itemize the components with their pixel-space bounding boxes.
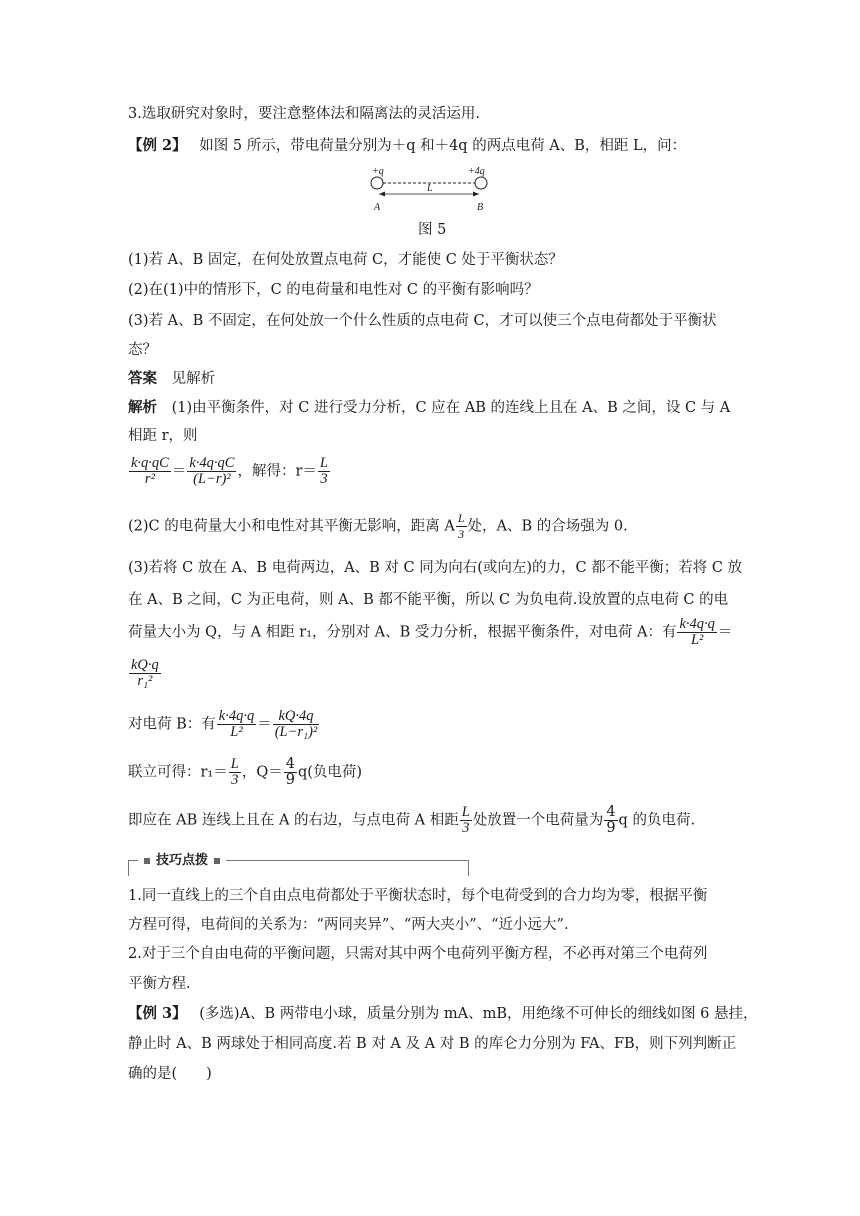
answer-line [128, 369, 215, 389]
fraction-4-9-a: $\frac{4}{9}$ [285, 756, 295, 788]
on-charge-b-line: 对电荷 B：有 $\frac{k\cdot 4q\cdot q}{\text{L²}}$ ＝ $\frac{kQ\cdot 4q}{\text{(L−r₁)²}}$ [128, 708, 318, 740]
equation-1: $\frac{k\cdot q\cdot qC}{\text{r²}}$ ＝ $\frac{k\cdot 4q\cdot qC}{\text{(L−r)²}}$ ，解得：r＝ $\frac{L}{3}$ [131, 455, 328, 487]
question-3-line2: 态？ [128, 342, 157, 358]
analysis-line-3d [128, 658, 162, 689]
label-L: L [427, 183, 433, 194]
fraction-L3-b: $\frac{L}{3}$ [461, 804, 470, 836]
answer-text: 见解析 [171, 371, 216, 387]
solve-text: ，解得：r＝ [237, 463, 317, 480]
example-2-label: 【例 2】 [128, 137, 187, 154]
example-3-line1 [128, 1004, 757, 1024]
analysis-line-3b: 在 A、B 之间，C 为正电荷，则 A、B 都不能平衡，所以 C 为负电荷.设放置的点电荷 C 的电 [128, 592, 729, 608]
fraction-r1: $\frac{L}{3}$ [230, 756, 239, 788]
analysis-line-3a: (3)若将 C 放在 A、B 电荷两边，A、B 对 C 同为向右(或向左)的力，C 都不能平衡；若将 C 放 [128, 560, 743, 576]
conclusion-line: 即应在 AB 连线上且在 A 的右边，与点电荷 A 相距 $\frac{L}{3}$ 处放置一个电荷量为 $\frac{4}{9}$ q 的负电荷. [128, 804, 696, 836]
fraction-4-9-b: $\frac{4}{9}$ [606, 804, 616, 836]
tip-2-line1: 2.对于三个自由电荷的平衡问题，只需对其中两个电荷列平衡方程，不必再对第三个电荷列 [128, 946, 708, 962]
analysis-line-1b: 相距 r，则 [128, 428, 198, 444]
fraction-1: $\frac{k\cdot q\cdot qC}{\text{r²}}$ [131, 455, 169, 487]
question-1: (1)若 A、B 固定，在何处放置点电荷 C，才能使 C 处于平衡状态？ [128, 252, 563, 268]
label-B: B [477, 202, 484, 213]
arrowhead-right [473, 192, 479, 197]
tips-marker-left [144, 858, 150, 864]
tips-marker-right [214, 858, 220, 864]
fraction-2: $\frac{k\cdot 4q\cdot qC}{\text{(L−r)²}}$ [189, 455, 235, 487]
joint-solution-line: 联立可得：r₁＝ $\frac{L}{3}$ ，Q＝ $\frac{4}{9}$ q(负电荷) [128, 756, 363, 788]
charge-a-circle [371, 177, 383, 189]
fraction-5: $\frac{k\cdot 4q\cdot q}{\text{L²}}$ [218, 708, 255, 740]
fraction-L3-a: $\frac{L}{3}$ [457, 511, 465, 541]
tips-header [128, 852, 468, 878]
example-3-text-1: (多选)A、B 两带电小球，质量分别为 mA、mB，用绝缘不可伸长的细线如图 6 悬挂， [199, 1006, 758, 1022]
charge-b-circle [475, 177, 487, 189]
fraction-3: $\frac{k\cdot 4q\cdot q}{\text{L²}}$ [679, 616, 715, 648]
tips-title: 技巧点拨 [156, 853, 209, 868]
question-3-line1: (3)若 A、B 不固定，在何处放一个什么性质的点电荷 C，才可以使三个点电荷都处于平衡状 [128, 313, 717, 329]
label-A: A [374, 202, 381, 213]
fraction-r: $\frac{L}{3}$ [319, 455, 328, 487]
tips-bracket-left [128, 860, 129, 876]
example-3-line3: 确的是( ) [128, 1066, 212, 1082]
label-plus-4q: +4q [468, 166, 485, 177]
figure-caption: 图 5 [418, 222, 447, 238]
tips-title-box [138, 852, 226, 870]
method-point-3: 3.选取研究对象时，要注意整体法和隔离法的灵活运用. [128, 106, 480, 122]
question-2: (2)在(1)中的情形下，C 的电荷量和电性对 C 的平衡有影响吗？ [128, 282, 539, 298]
answer-label: 答案 [128, 370, 157, 387]
tip-1-line1: 1.同一直线上的三个自由点电荷都处于平衡状态时，每个电荷受到的合力均为零，根据平衡 [128, 888, 708, 904]
figure-5 [360, 160, 500, 215]
fraction-6: $\frac{kQ\cdot 4q}{\text{(L−r₁)²}}$ [274, 708, 318, 740]
analysis-line-3c: 荷量大小为 Q，与 A 相距 r₁，分别对 A、B 受力分析，根据平衡条件，对电荷 A：有 $\frac{k\cdot 4q\cdot q}{\text{L²}}$ ＝ [128, 616, 733, 648]
analysis-line-1 [128, 398, 730, 418]
example-3-line2: 静止时 A、B 两球处于相同高度.若 B 对 A 及 A 对 B 的库仑力分别为 FA、FB，则下列判断正 [128, 1036, 737, 1052]
example-2-line [128, 136, 686, 156]
tips-bracket-right [468, 860, 469, 876]
example-3-label: 【例 3】 [128, 1005, 187, 1022]
arrowhead-left [379, 192, 385, 197]
analysis-label: 解析 [128, 399, 157, 416]
tip-2-line2: 平衡方程. [128, 976, 191, 992]
analysis-line-2: (2)C 的电荷量大小和电性对其平衡无影响，距离 A $\frac{L}{3}$ 处，A、B 的合场强为 0. [128, 511, 628, 541]
example-2-text: 如图 5 所示，带电荷量分别为＋q 和＋4q 的两点电荷 A、B，相距 L，问： [199, 138, 687, 154]
fraction-4: $\frac{kQ\cdot q}{\text{r₁²}}$ [131, 657, 159, 689]
label-plus-q: +q [372, 166, 384, 177]
analysis-text-1: (1)由平衡条件，对 C 进行受力分析，C 应在 AB 的连线上且在 A、B 之间，设 C 与 A [171, 400, 731, 416]
tip-1-line2: 方程可得，电荷间的关系为：“两同夹异”、“两大夹小”、“近小远大”. [128, 917, 569, 933]
